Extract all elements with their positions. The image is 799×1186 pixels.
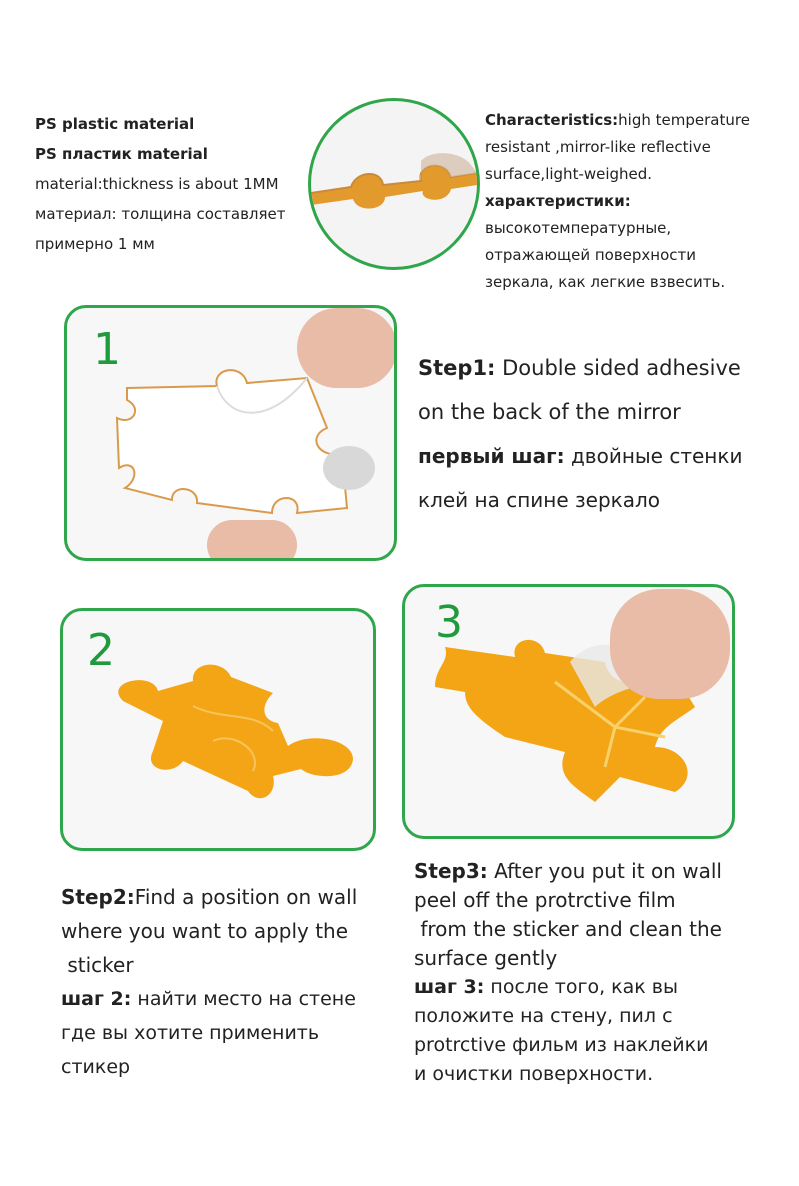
material-thickness-ru-2: примерно 1 мм: [35, 235, 155, 253]
material-title-ru: PS пластик material: [35, 145, 208, 163]
material-title-en: PS plastic material: [35, 115, 195, 133]
step2-text: [61, 880, 401, 1084]
step3-number: 3: [435, 597, 463, 648]
step1-image: [64, 305, 397, 561]
step3-text: [414, 857, 794, 1089]
step1-line2: on the back of the mirror: [418, 400, 681, 424]
step1-line3: первый шаг: двойные стенки: [418, 444, 743, 468]
puzzle-edge-icon: [311, 101, 477, 267]
material-thickness-ru: материал: толщина составляет: [35, 205, 286, 223]
step1-line1: Step1: Double sided adhesive: [418, 356, 741, 380]
step1-line4: клей на спине зеркало: [418, 488, 661, 512]
step3-line4: surface gently: [414, 946, 558, 970]
step2-line3: sticker: [61, 953, 134, 977]
step1-text: [418, 346, 788, 522]
hand-top: [297, 308, 397, 388]
characteristics-ru-label: характеристики:: [485, 192, 631, 210]
hand-peel: [610, 589, 730, 699]
step2-image: [60, 608, 376, 851]
step2-line2: where you want to apply the: [61, 919, 349, 943]
characteristics-en-1: Characteristics:high temperature: [485, 111, 750, 129]
step3-line5: шаг 3: после того, как вы: [414, 976, 678, 998]
characteristics-info: [485, 107, 785, 296]
material-thickness-en: material:thickness is about 1MM: [35, 175, 279, 193]
step2-line4: шаг 2: найти место на стене: [61, 988, 356, 1010]
step3-line8: и очистки поверхности.: [414, 1063, 654, 1085]
characteristics-ru-1: высокотемпературные,: [485, 219, 672, 237]
hand-bottom: [207, 520, 297, 561]
material-sample-image: [308, 98, 480, 270]
step1-number: 1: [93, 324, 121, 375]
characteristics-en-3: surface,light-weighed.: [485, 165, 653, 183]
step2-line1: Step2:Find a position on wall: [61, 885, 358, 909]
step3-line6: положите на стену, пил с: [414, 1005, 673, 1027]
characteristics-ru-2: отражающей поверхности: [485, 246, 697, 264]
step2-line6: стикер: [61, 1056, 131, 1078]
step2-number: 2: [87, 625, 115, 676]
characteristics-ru-3: зеркала, как легкие взвесить.: [485, 273, 726, 291]
step3-line7: protrctive фильм из наклейки: [414, 1034, 709, 1056]
step3-line3: from the sticker and clean the: [414, 917, 722, 941]
material-info: [35, 109, 315, 259]
step3-line1: Step3: After you put it on wall: [414, 859, 722, 883]
step3-line2: peel off the protrctive film: [414, 888, 676, 912]
characteristics-en-2: resistant ,mirror-like reflective: [485, 138, 711, 156]
step2-line5: где вы хотите применить: [61, 1022, 320, 1044]
step3-image: [402, 584, 735, 839]
